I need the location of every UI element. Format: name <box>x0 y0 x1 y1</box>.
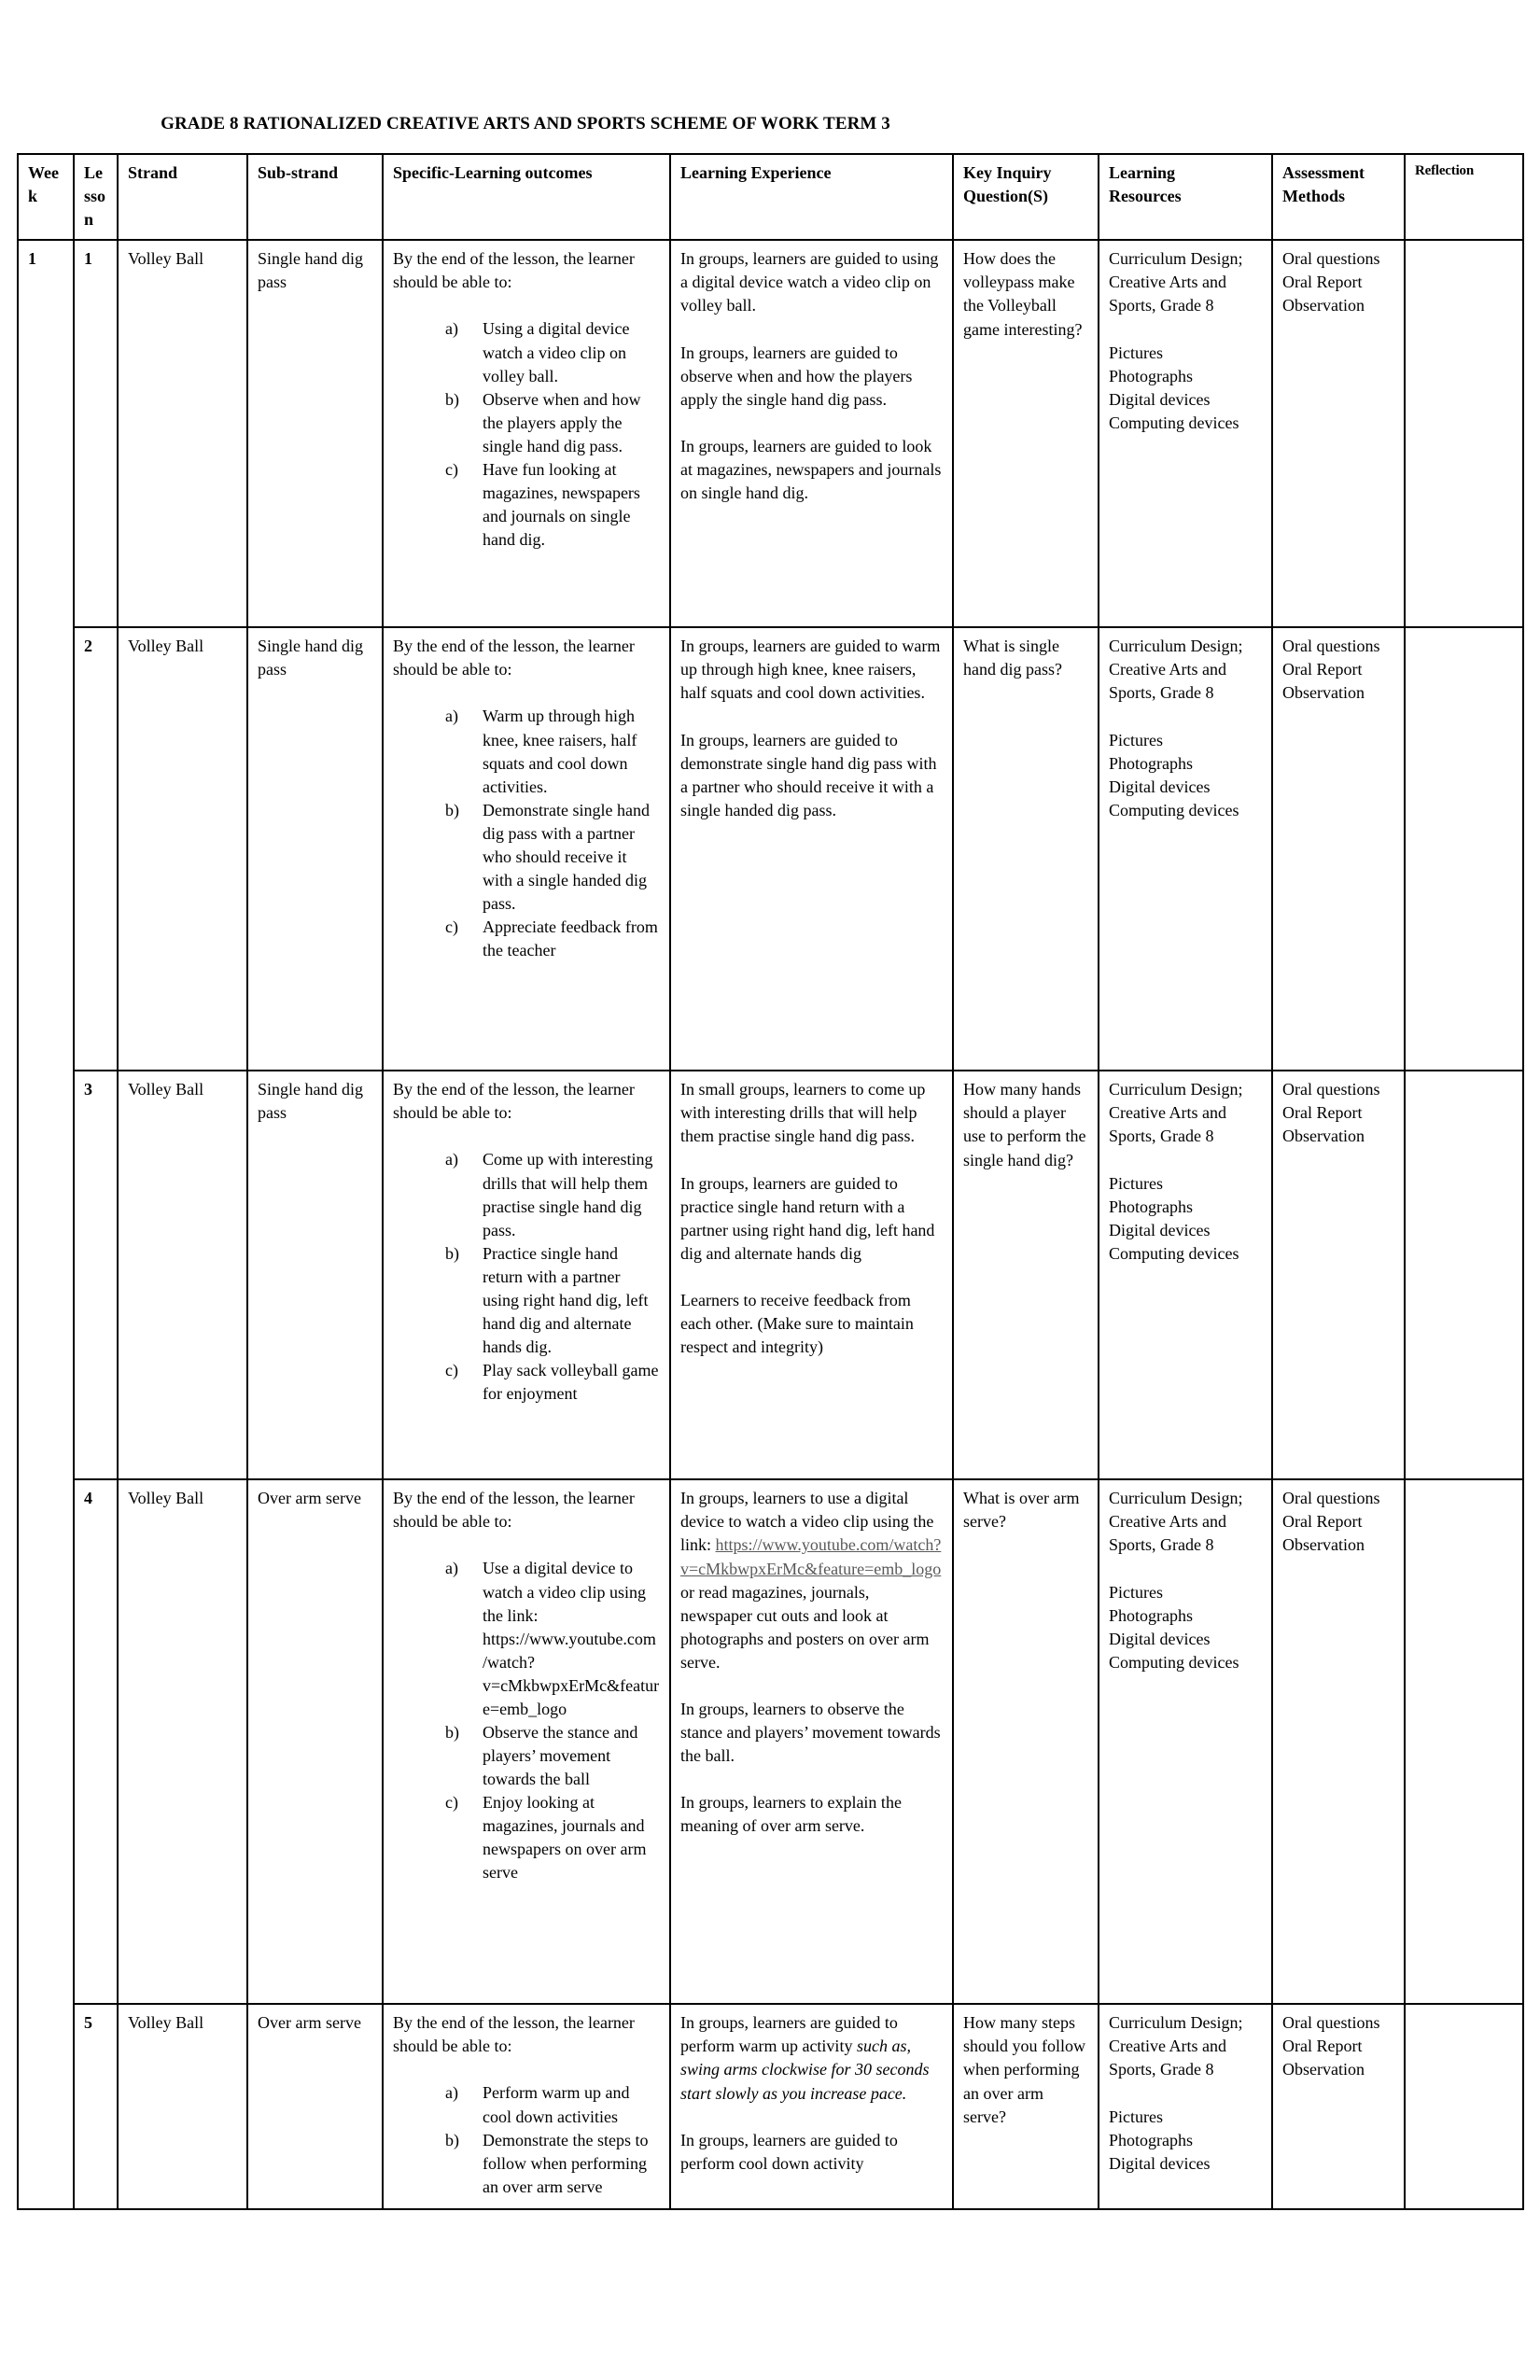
assessment-cell <box>1272 240 1405 627</box>
resources-main: Curriculum Design; Creative Arts and Sports, Grade 8 <box>1109 2013 1243 2079</box>
experience-italic-text: such as, swing arms clockwise for 30 seconds start slowly as you increase pace. <box>680 2037 930 2103</box>
inquiry-cell: What is single hand dig pass? <box>953 627 1099 1071</box>
experience-paragraph: In groups, learners are guided to practice single hand return with a partner using right hand dig, left hand dig and alternate hands dig <box>680 1173 935 1263</box>
resource-item: Photographs <box>1109 1197 1193 1216</box>
experience-paragraph <box>680 1487 943 1673</box>
assessment-item: Oral questions <box>1282 1489 1380 1508</box>
resource-item: Photographs <box>1109 1605 1193 1625</box>
outcome-item: Appreciate feedback from the teacher <box>483 917 658 959</box>
resources-cell <box>1099 1479 1272 2004</box>
outcome-item: Come up with interesting drills that will help them practise single hand dig pass. <box>483 1150 653 1239</box>
outcomes-intro: By the end of the lesson, the learner should be able to: <box>393 249 635 292</box>
assessment-cell <box>1272 2004 1405 2209</box>
resource-item: Digital devices <box>1109 2153 1211 2173</box>
resource-item: Photographs <box>1109 753 1193 773</box>
resource-item: Pictures <box>1109 343 1163 362</box>
resource-item: Digital devices <box>1109 777 1211 796</box>
experience-paragraph: In groups, learners are guided to observe when and how the players apply the single hand dig pass. <box>680 343 913 409</box>
outcome-item: Perform warm up and cool down activities <box>483 2083 630 2126</box>
outcomes-intro: By the end of the lesson, the learner should be able to: <box>393 1080 635 1123</box>
assessment-cell <box>1272 627 1405 1071</box>
week-cell: 1 <box>18 240 74 2209</box>
assessment-item: Observation <box>1282 683 1365 703</box>
outcomes-cell <box>383 2004 670 2209</box>
inquiry-cell: How many steps should you follow when performing an over arm serve? <box>953 2004 1099 2209</box>
sub-strand-cell: Over arm serve <box>247 2004 383 2209</box>
resources-main: Curriculum Design; Creative Arts and Sports, Grade 8 <box>1109 637 1243 703</box>
reflection-cell <box>1405 1479 1523 2004</box>
assessment-cell <box>1272 1479 1405 2004</box>
resource-item: Computing devices <box>1109 1243 1239 1263</box>
assessment-item: Oral Report <box>1282 2037 1363 2056</box>
experience-cell <box>670 1479 953 2004</box>
outcomes-cell <box>383 240 670 627</box>
experience-paragraph: In groups, learners are guided to demonstrate single hand dig pass with a partner who should receive it with a single handed dig pass. <box>680 730 937 819</box>
outcomes-intro: By the end of the lesson, the learner should be able to: <box>393 637 635 679</box>
resource-item: Computing devices <box>1109 800 1239 819</box>
assessment-list <box>1282 1487 1394 1557</box>
assessment-cell <box>1272 1071 1405 1479</box>
assessment-list <box>1282 1078 1394 1148</box>
resource-item: Pictures <box>1109 2107 1163 2126</box>
experience-paragraph: In groups, learners are guided to using a digital device watch a video clip on volley ball. <box>680 249 939 315</box>
outcomes-list <box>393 1148 660 1405</box>
lesson-cell: 1 <box>74 240 118 627</box>
experience-cell <box>670 1071 953 1479</box>
outcome-item: Use a digital device to watch a video clip using the link: https://www.youtube.com/watch?v=cMkbwpxErMc&feature=emb_logo <box>483 1559 660 1718</box>
header-experience: Learning Experience <box>670 154 953 240</box>
assessment-item: Observation <box>1282 2060 1365 2079</box>
strand-cell: Volley Ball <box>118 1479 247 2004</box>
experience-cell <box>670 240 953 627</box>
resource-item: Pictures <box>1109 1173 1163 1193</box>
experience-paragraph: In groups, learners to explain the meaning of over arm serve. <box>680 1792 902 1835</box>
outcome-item: Have fun looking at magazines, newspapers and journals on single hand dig. <box>483 459 640 549</box>
header-inquiry: Key Inquiry Question(S) <box>953 154 1099 240</box>
resources-cell <box>1099 1071 1272 1479</box>
resource-item: Digital devices <box>1109 389 1211 409</box>
header-strand: Strand <box>118 154 247 240</box>
experience-text: In groups, learners to use a digital device to watch a video clip using the link: <box>680 1489 934 1555</box>
outcome-item: Demonstrate the steps to follow when performing an over arm serve <box>483 2130 649 2196</box>
experience-paragraph: In groups, learners are guided to warm up through high knee, knee raisers, half squats and cool down activities. <box>680 637 941 703</box>
experience-cell <box>670 627 953 1071</box>
assessment-item: Oral questions <box>1282 1080 1380 1099</box>
inquiry-cell: How many hands should a player use to perform the single hand dig? <box>953 1071 1099 1479</box>
resources-list <box>1109 2106 1262 2176</box>
experience-text: In groups, learners are guided to perform warm up activity <box>680 2013 898 2056</box>
experience-text: or read magazines, journals, newspaper cut outs and look at photographs and posters on over arm serve. <box>680 1582 930 1672</box>
table-row <box>18 1479 1523 2004</box>
outcome-item: Using a digital device watch a video clip on volley ball. <box>483 319 630 385</box>
assessment-item: Oral questions <box>1282 2013 1380 2033</box>
header-week: Week <box>18 154 74 240</box>
reflection-cell <box>1405 240 1523 627</box>
sub-strand-cell: Single hand dig pass <box>247 240 383 627</box>
header-reflection: Reflection <box>1405 154 1523 240</box>
outcome-item: Demonstrate single hand dig pass with a partner who should receive it with a single handed dig pass. <box>483 800 650 913</box>
reflection-cell <box>1405 2004 1523 2209</box>
sub-strand-cell: Single hand dig pass <box>247 627 383 1071</box>
outcome-item: Observe the stance and players’ movement towards the ball <box>483 1722 638 1788</box>
assessment-item: Observation <box>1282 1535 1365 1555</box>
resource-item: Photographs <box>1109 2130 1193 2149</box>
header-resources: Learning Resources <box>1099 154 1272 240</box>
resources-cell <box>1099 627 1272 1071</box>
assessment-item: Oral Report <box>1282 1103 1363 1123</box>
inquiry-cell: How does the volleypass make the Volleyball game interesting? <box>953 240 1099 627</box>
strand-cell: Volley Ball <box>118 627 247 1071</box>
assessment-item: Oral questions <box>1282 249 1380 269</box>
sub-strand-cell: Single hand dig pass <box>247 1071 383 1479</box>
outcomes-cell <box>383 1479 670 2004</box>
lesson-cell: 4 <box>74 1479 118 2004</box>
resource-item: Photographs <box>1109 366 1193 385</box>
outcome-item: Enjoy looking at magazines, journals and newspapers on over arm serve <box>483 1792 647 1882</box>
header-assessment: Assessment Methods <box>1272 154 1405 240</box>
page-title: GRADE 8 RATIONALIZED CREATIVE ARTS AND SPORTS SCHEME OF WORK TERM 3 <box>161 114 890 133</box>
resource-item: Digital devices <box>1109 1220 1211 1239</box>
outcome-item: Observe when and how the players apply the single hand dig pass. <box>483 389 641 455</box>
table-row <box>18 240 1523 627</box>
outcomes-list <box>393 317 660 551</box>
outcomes-intro: By the end of the lesson, the learner should be able to: <box>393 2013 635 2056</box>
header-outcomes: Specific-Learning outcomes <box>383 154 670 240</box>
table-row <box>18 2004 1523 2209</box>
outcome-item: Practice single hand return with a partner using right hand dig, left hand dig and alternate hands dig. <box>483 1243 649 1356</box>
outcome-item: Play sack volleyball game for enjoyment <box>483 1360 659 1403</box>
experience-paragraph: In groups, learners to observe the stance and players’ movement towards the ball. <box>680 1699 941 1765</box>
resource-item: Digital devices <box>1109 1629 1211 1648</box>
header-sub-strand: Sub-strand <box>247 154 383 240</box>
assessment-list <box>1282 2011 1394 2081</box>
assessment-list <box>1282 635 1394 705</box>
reflection-cell <box>1405 627 1523 1071</box>
experience-paragraph: In small groups, learners to come up with interesting drills that will help them practise single hand dig pass. <box>680 1080 926 1146</box>
experience-paragraph: In groups, learners are guided to look at magazines, newspapers and journals on single hand dig. <box>680 436 942 502</box>
strand-cell: Volley Ball <box>118 1071 247 1479</box>
assessment-item: Oral Report <box>1282 660 1363 679</box>
assessment-item: Oral Report <box>1282 1512 1363 1532</box>
resources-list <box>1109 1172 1262 1266</box>
resources-list <box>1109 1581 1262 1674</box>
resources-cell <box>1099 240 1272 627</box>
strand-cell: Volley Ball <box>118 2004 247 2209</box>
reflection-cell <box>1405 1071 1523 1479</box>
resources-cell <box>1099 2004 1272 2209</box>
scheme-of-work-table <box>17 153 1524 2210</box>
table-row <box>18 627 1523 1071</box>
lesson-cell: 3 <box>74 1071 118 1479</box>
lesson-cell: 5 <box>74 2004 118 2209</box>
header-row <box>18 154 1523 240</box>
resources-list <box>1109 342 1262 435</box>
outcomes-cell <box>383 627 670 1071</box>
assessment-item: Observation <box>1282 1127 1365 1146</box>
resource-item: Computing devices <box>1109 413 1239 432</box>
youtube-link[interactable]: https://www.youtube.com/watch?v=cMkbwpxErMc&feature=emb_logo <box>680 1535 942 1578</box>
experience-cell <box>670 2004 953 2209</box>
outcomes-list <box>393 705 660 961</box>
strand-cell: Volley Ball <box>118 240 247 627</box>
outcome-item: Warm up through high knee, knee raisers, half squats and cool down activities. <box>483 707 637 796</box>
resources-main: Curriculum Design; Creative Arts and Sports, Grade 8 <box>1109 1080 1243 1146</box>
sub-strand-cell: Over arm serve <box>247 1479 383 2004</box>
experience-paragraph: In groups, learners are guided to perform cool down activity <box>680 2130 898 2173</box>
resources-list <box>1109 729 1262 822</box>
resource-item: Pictures <box>1109 730 1163 749</box>
outcomes-cell <box>383 1071 670 1479</box>
inquiry-cell: What is over arm serve? <box>953 1479 1099 2004</box>
experience-paragraph <box>680 2011 943 2105</box>
assessment-item: Oral questions <box>1282 637 1380 656</box>
experience-paragraph: Learners to receive feedback from each other. (Make sure to maintain respect and integrity) <box>680 1290 914 1356</box>
table-row <box>18 1071 1523 1479</box>
header-lesson: Lesson <box>74 154 118 240</box>
resources-main: Curriculum Design; Creative Arts and Sports, Grade 8 <box>1109 1489 1243 1555</box>
resources-main: Curriculum Design; Creative Arts and Sports, Grade 8 <box>1109 249 1243 315</box>
outcomes-list <box>393 2081 660 2198</box>
assessment-item: Observation <box>1282 296 1365 315</box>
resource-item: Pictures <box>1109 1582 1163 1602</box>
outcomes-list <box>393 1557 660 1883</box>
assessment-item: Oral Report <box>1282 273 1363 292</box>
resource-item: Computing devices <box>1109 1652 1239 1672</box>
lesson-cell: 2 <box>74 627 118 1071</box>
assessment-list <box>1282 247 1394 317</box>
outcomes-intro: By the end of the lesson, the learner should be able to: <box>393 1489 635 1532</box>
